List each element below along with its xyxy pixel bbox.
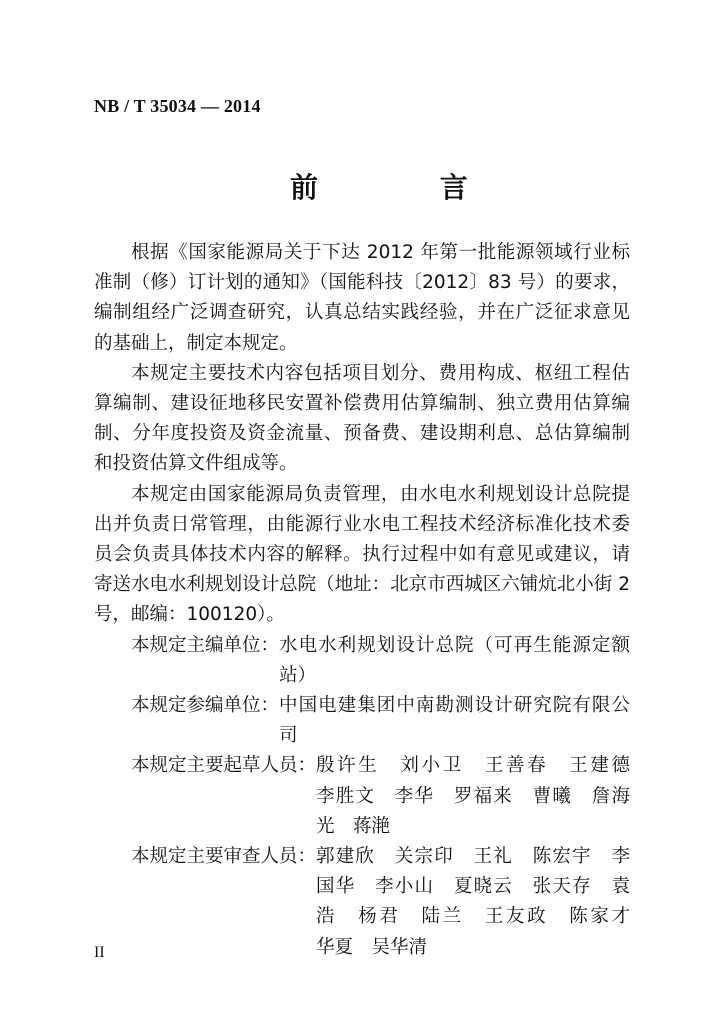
credit-label: 本规定主编单位： bbox=[131, 634, 280, 656]
preface-paragraph: 本规定主要技术内容包括项目划分、费用构成、枢纽工程估算编制、建设征地移民安置补偿费用估算编制、独立费用估算编制、分年度投资及资金流量、预备费、建设期利息、总估算编制和投资估算文件组成等。 bbox=[94, 362, 630, 475]
credit-value: 中国电建集团中南勘测设计研究院有限公司 bbox=[279, 695, 630, 747]
credit-label: 本规定参编单位： bbox=[131, 695, 280, 717]
credit-value: 郭建欣 关宗印 王礼 陈宏宇 李国华 李小山 夏晓云 张天存 袁浩 杨君 陆兰 王友政 陈家才 华夏 吴华清 bbox=[316, 846, 649, 958]
credit-editor-unit bbox=[131, 631, 630, 691]
credit-label: 本规定主要审查人员： bbox=[131, 846, 317, 868]
preface-paragraph: 根据《国家能源局关于下达 2012 年第一批能源领域行业标准制（修）订计划的通知》（国能科技〔2012〕83 号）的要求，编制组经广泛调查研究，认真总结实践经验，并在广泛征求意见的基础上，制定本规定。 bbox=[94, 242, 630, 354]
credit-value: 殷许生 刘小卫 王善春 王建德 李胜文 李华 罗福来 曹曦 詹海光 蒋滟 bbox=[316, 755, 649, 837]
page-number: II bbox=[94, 944, 105, 961]
credit-drafters bbox=[131, 751, 649, 842]
credit-label: 本规定主要起草人员： bbox=[131, 755, 317, 777]
standard-number: NB / T 35034 — 2014 bbox=[94, 96, 261, 116]
page-title: 前 言 bbox=[290, 171, 524, 204]
preface-paragraph: 本规定由国家能源局负责管理，由水电水利规划设计总院提出并负责日常管理，由能源行业水电工程技术经济标准化技术委员会负责具体技术内容的解释。执行过程中如有意见或建议，请寄送水电水利规划设计总院（地址：北京市西城区六铺炕北小街 2 号，邮编：100120）。 bbox=[94, 483, 630, 626]
preface-body bbox=[94, 238, 649, 963]
credit-value: 水电水利规划设计总院（可再生能源定额站） bbox=[279, 634, 630, 686]
credit-reviewers bbox=[131, 842, 649, 963]
credit-participating-unit bbox=[131, 691, 630, 751]
